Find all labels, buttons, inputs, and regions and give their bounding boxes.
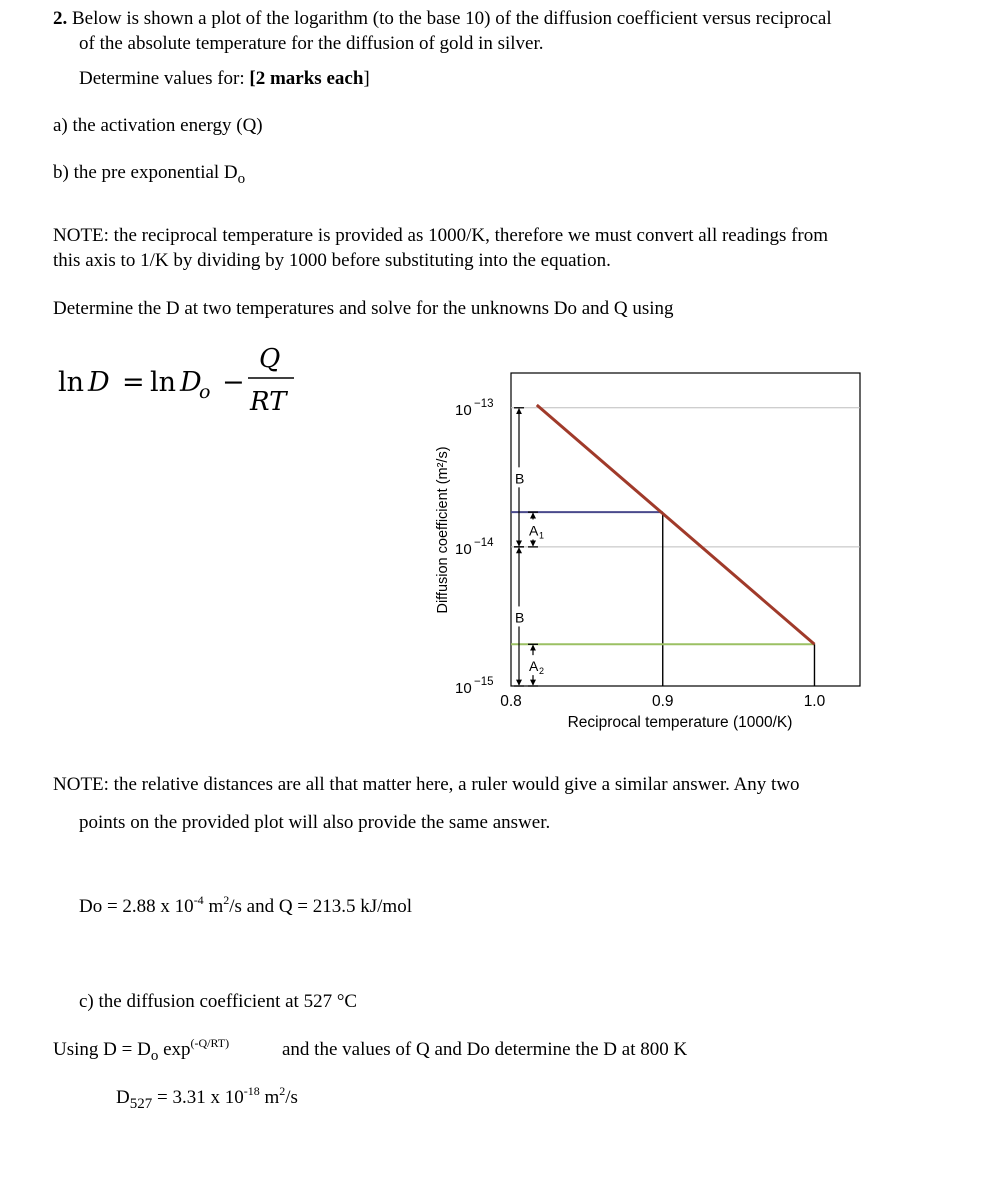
using-tail: and the values of Q and Do determine the D at 800 K xyxy=(282,1039,688,1060)
y-tick-exponent-2: −15 xyxy=(474,676,494,688)
eq-numerator: Q xyxy=(259,344,281,374)
determine-two-temps: Determine the D at two temperatures and solve for the unknowns Do and Q using xyxy=(53,298,674,319)
answer-q: /s and Q = 213.5 kJ/mol xyxy=(229,896,412,917)
eq-denominator: RT xyxy=(250,387,287,417)
result-label: D xyxy=(116,1087,130,1108)
y-tick-exponent-0: −13 xyxy=(474,397,494,410)
eq-d0: D xyxy=(180,367,202,398)
question-line-2: of the absolute temperature for the diffusion of gold in silver. xyxy=(79,33,544,54)
using-prefix: Using D = D xyxy=(53,1039,151,1060)
determine-text: Determine values for: xyxy=(79,68,245,89)
x-tick-label-2: 1.0 xyxy=(803,693,826,710)
question-number: 2. xyxy=(53,8,68,29)
marks-bracket: ] xyxy=(363,68,370,89)
result-unit: m xyxy=(259,1087,280,1108)
series-line-0 xyxy=(537,405,815,644)
bracket-label-sub-2: 1 xyxy=(539,530,545,541)
y-tick-base-1: 10 xyxy=(455,540,472,558)
answer-do-prefix: Do = 2.88 x 10 xyxy=(79,896,194,917)
result-unit-exponent: 2 xyxy=(279,1084,286,1098)
part-c: c) the diffusion coefficient at 527 °C xyxy=(79,991,358,1012)
arrhenius-equation xyxy=(58,342,318,422)
x-tick-label-1: 0.9 xyxy=(651,693,674,710)
bracket-label-2: A xyxy=(529,522,539,539)
bracket-label-sub-3: 2 xyxy=(539,666,545,677)
part-b xyxy=(53,161,245,191)
reference-lines xyxy=(511,512,814,686)
y-tick-base-0: 10 xyxy=(455,401,472,419)
answer-do-unit-exponent: 2 xyxy=(223,893,230,907)
result-exponent: -18 xyxy=(243,1084,260,1098)
note1-line-1: NOTE: the reciprocal temperature is provided as 1000/K, therefore we must convert all readings from xyxy=(53,225,829,246)
result-unit-tail: /s xyxy=(285,1087,298,1108)
eq-d: D xyxy=(88,367,110,398)
y-tick-exponent-1: −14 xyxy=(474,536,494,549)
marks-label: [2 marks each xyxy=(249,68,364,89)
x-tick-label-0: 0.8 xyxy=(500,693,522,710)
y-tick-labels xyxy=(455,398,494,697)
y-axis-label: Diffusion coefficient (m²/s) xyxy=(435,446,451,614)
note2-line-1: NOTE: the relative distances are all that matter here, a ruler would give a similar answer. Any two xyxy=(53,774,800,795)
diffusion-plot xyxy=(425,365,870,735)
data-series xyxy=(537,405,815,644)
question-line-1 xyxy=(53,7,832,31)
bracket-label-3: A xyxy=(529,658,539,675)
x-axis-label: Reciprocal temperature (1000/K) xyxy=(567,714,793,731)
question-text-1: Below is shown a plot of the logarithm (to the base 10) of the diffusion coefficient versus reciprocal xyxy=(72,8,832,29)
eq-d0-subscript: o xyxy=(199,381,211,403)
using-subscript: o xyxy=(150,1047,159,1064)
bracket-label-1: B xyxy=(515,609,525,626)
answer-do-q xyxy=(79,895,412,919)
part-b-text: b) the pre exponential D xyxy=(53,162,238,183)
result-label-subscript: 527 xyxy=(129,1095,153,1112)
result-value: = 3.31 x 10 xyxy=(152,1087,244,1108)
note2-line-2: points on the provided plot will also provide the same answer. xyxy=(79,812,551,833)
y-tick-base-2: 10 xyxy=(455,680,472,697)
eq-ln-2: ln xyxy=(150,367,177,398)
result-d527 xyxy=(116,1086,298,1116)
determine-values-line xyxy=(79,67,370,91)
using-exp: exp xyxy=(158,1039,191,1060)
part-a: a) the activation energy (Q) xyxy=(53,115,263,136)
using-exp-superscript: (-Q/RT) xyxy=(190,1036,230,1050)
bracket-label-0: B xyxy=(515,470,525,487)
note1-line-2: this axis to 1/K by dividing by 1000 before substituting into the equation. xyxy=(53,250,611,271)
using-equation xyxy=(53,1038,229,1068)
part-b-subscript: o xyxy=(237,170,246,187)
answer-do-unit: m xyxy=(203,896,224,917)
eq-equals: = xyxy=(122,367,145,398)
eq-minus: − xyxy=(222,367,245,398)
x-tick-labels xyxy=(500,693,825,710)
answer-do-exponent: -4 xyxy=(193,893,204,907)
eq-ln-1: ln xyxy=(58,367,85,398)
